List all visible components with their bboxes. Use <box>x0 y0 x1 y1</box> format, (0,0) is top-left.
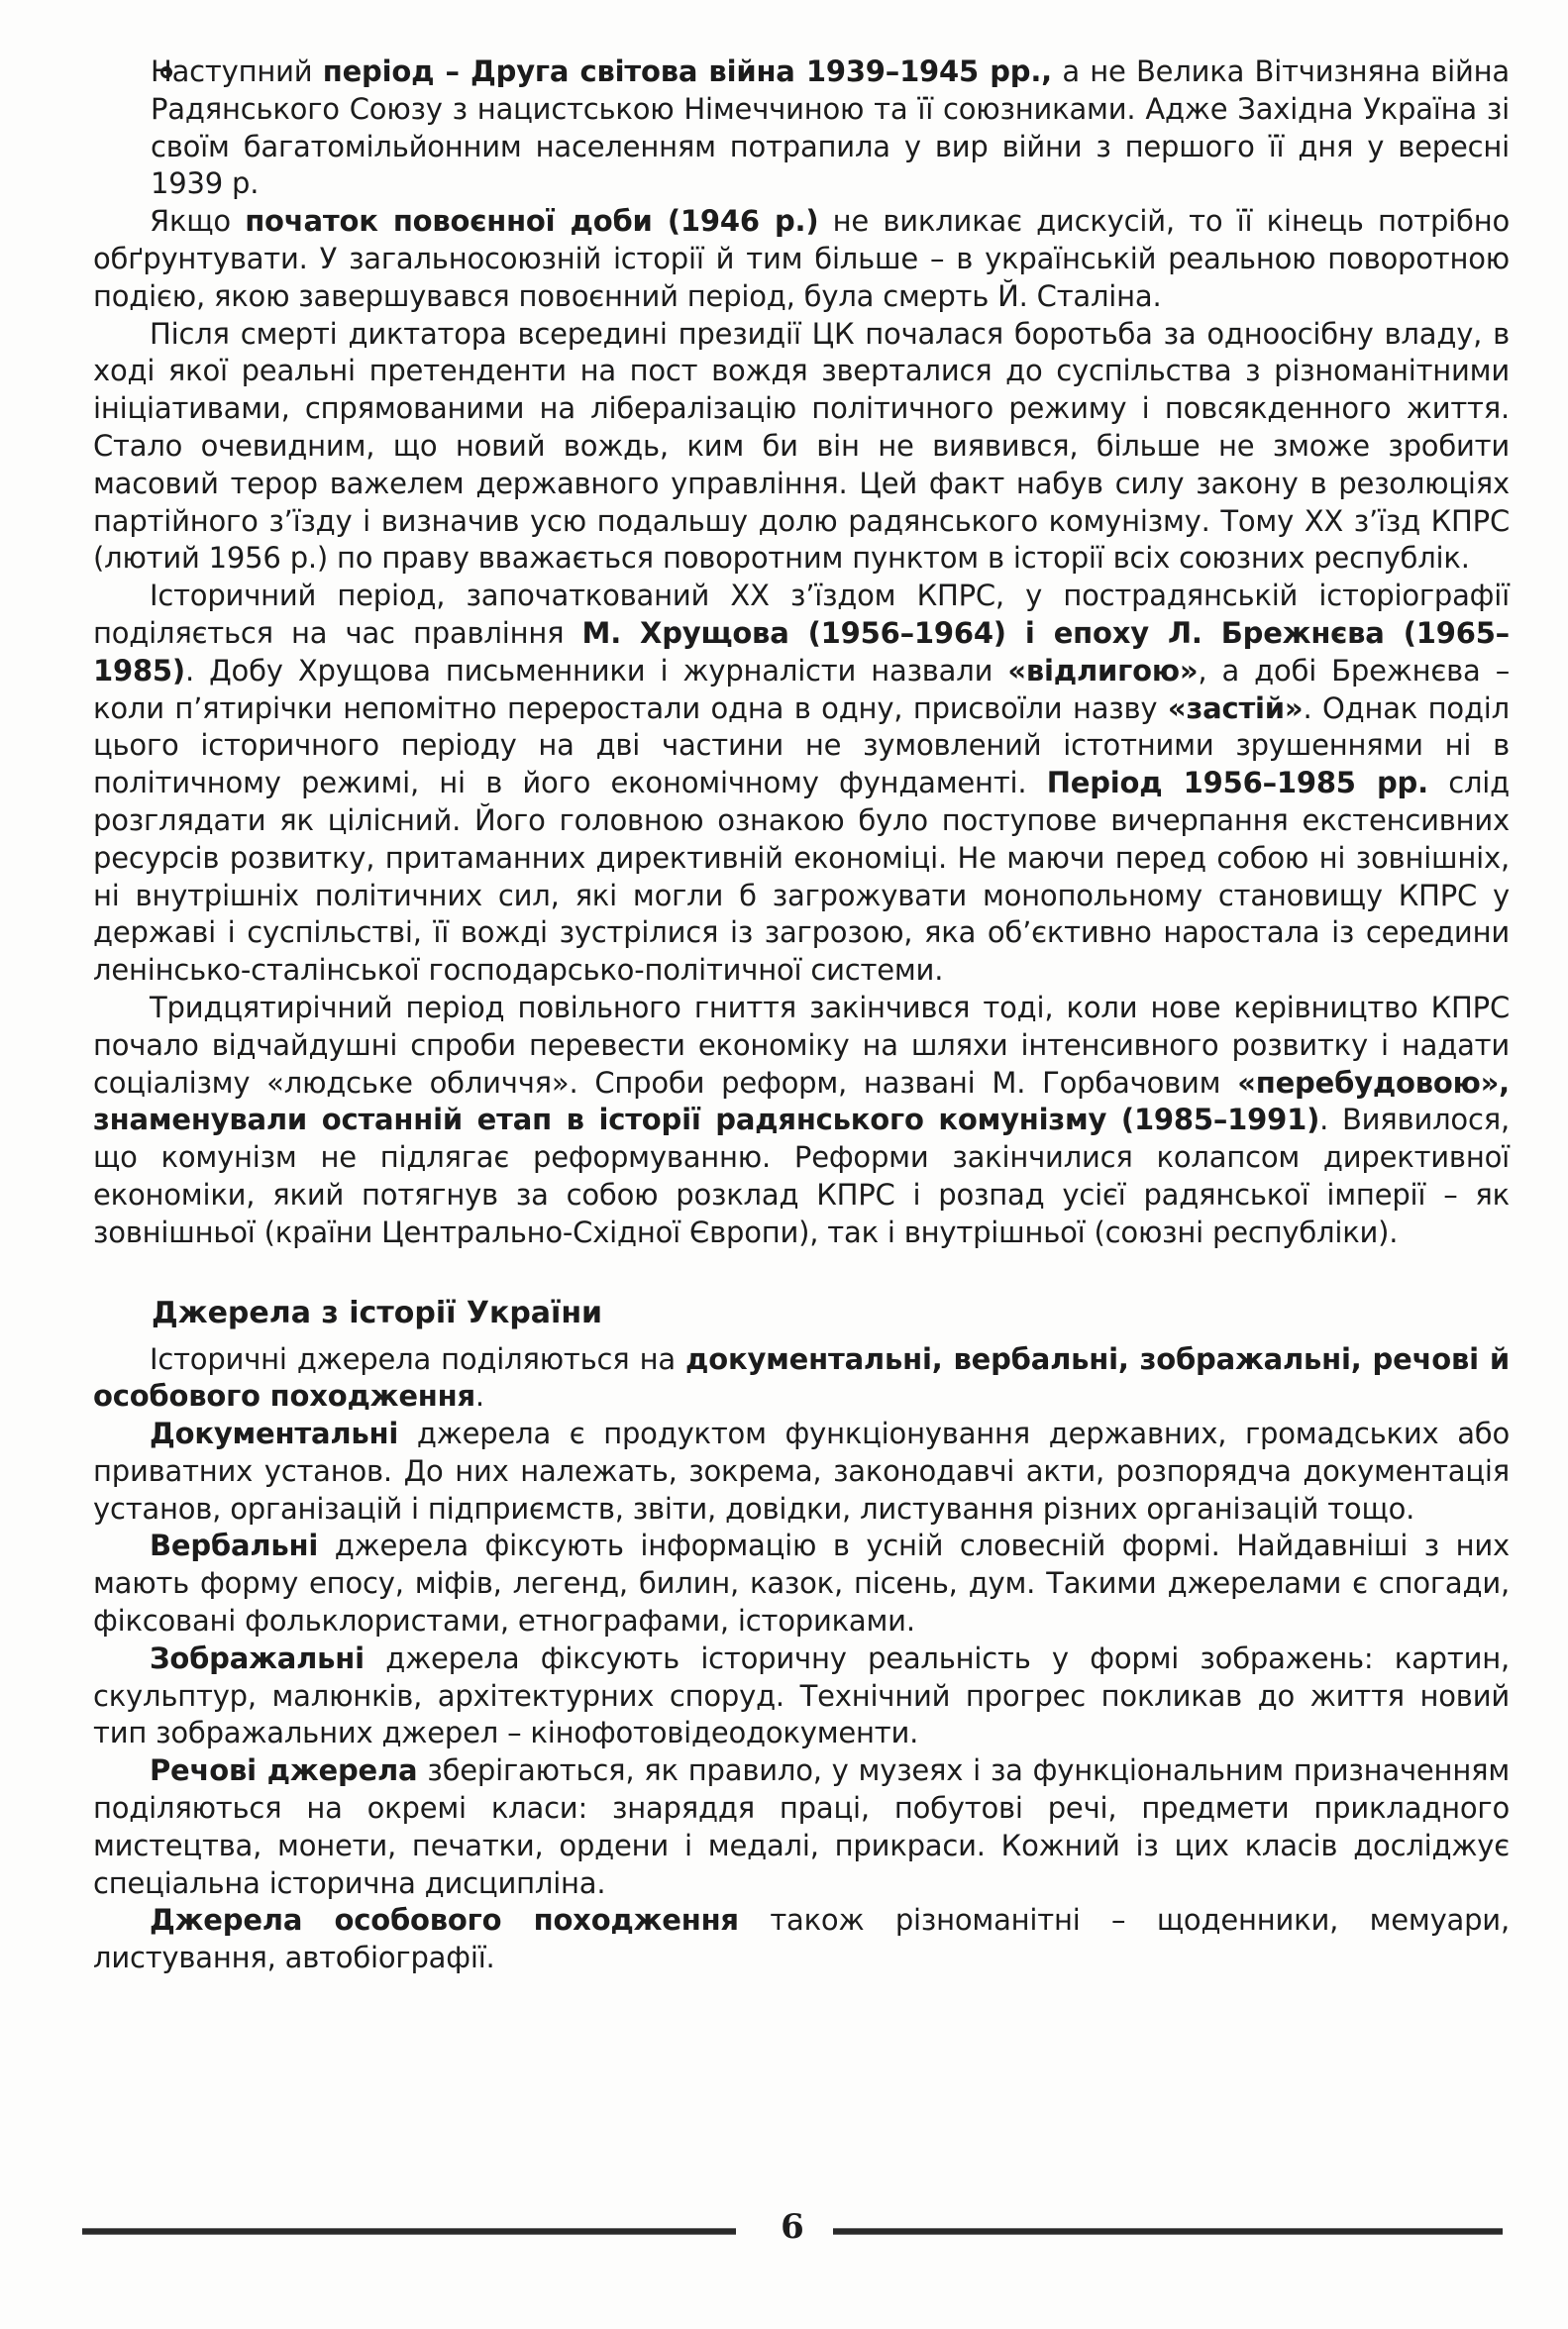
page-number: 6 <box>781 2207 804 2247</box>
bullet-icon <box>160 66 172 78</box>
text-run: джерела є продуктом функціонування державних, громадських або приватних установ. До них належать, зокрема, законодавчі акти, розпорядча документація установ, організацій і підприємств, звіти, довідки, листування різних організацій тощо. <box>93 1417 1510 1526</box>
text-run: не викликає дискусій, то її кінець потрібно обґрунтувати. У загальносоюзній історії й тим більше – в українській реальною поворотною подією, якою завершувався повоєнний період, була смерть Й. Сталіна. <box>93 204 1511 313</box>
paragraph-after-dictator <box>93 316 1510 579</box>
text-run: Наступний <box>151 54 323 88</box>
paragraph-source-types <box>93 1341 1510 1417</box>
bold-run: «відлигою» <box>1007 653 1199 688</box>
paragraph-documentary-sources <box>93 1416 1510 1528</box>
text-run: зберігаються, як правило, у музеях і за функціональним призначенням поділяються на окремі класи: знаряддя праці, побутові речі, предмети прикладного мистецтва, монети, печатки, ордени і медалі, прикраси. Кожний із цих класів досліджує спеціальна історична дисципліна. <box>93 1753 1510 1900</box>
text-run: а не Велика Вітчизняна війна Радянського Союзу з нацистською Німеччиною та її союзниками. Адже Західна Україна зі своїм багатомільйонним населенням потрапила у вир війни з першого її дня у вересні 1939 р. <box>151 54 1510 201</box>
bold-run: «застій» <box>1167 690 1304 725</box>
bold-run: початок повоєнної доби (1946 р.) <box>245 204 819 239</box>
page-footer <box>82 2195 1503 2255</box>
paragraph-verbal-sources <box>93 1528 1510 1640</box>
bold-run: документальні, вербальні, зображальні, речові й особового походження <box>93 1341 1510 1414</box>
text-run: , а добі Брежнєва – коли п’ятирічки непомітно переростали одна в одну, присвоїли назву <box>93 653 1510 725</box>
paragraph-khrushchev-brezhnev <box>93 578 1510 990</box>
bold-run: Речові джерела <box>150 1753 418 1788</box>
section-heading: Джерела з історії України <box>152 1295 603 1330</box>
text-run: . Добу Хрущова письменники і журналісти назвали <box>184 653 1008 688</box>
text-run: . Виявилося, що комунізм не підлягає реформуванню. Реформи закінчилися колапсом директивної економіки, який потягнув за собою розклад КПРС і розпад усієї радянської імперії – як зовнішньої (країни Центрально-Східної Європи), так і внутрішньої (союзні республіки). <box>93 1103 1510 1249</box>
bold-run: Документальні <box>150 1417 399 1451</box>
page-content <box>93 53 1510 1977</box>
text-run: . <box>474 1379 484 1414</box>
bold-run: «перебудовою», знаменували останній етап в історії радянського комунізму (1985–1991) <box>93 1065 1510 1137</box>
text-run: Історичний період, започаткований XX з’їздом КПРС, у пострадянській історіографії поділяється на час правління <box>93 579 1510 650</box>
text-run: . Однак поділ цього історичного періоду на дві частини не зумовлений істотними зрушеннями ні в політичному режимі, ні в його економічному фундаменті. <box>93 690 1510 800</box>
text-run: джерела фіксують історичну реальність у формі зображень: картин, скульптур, малюнків, архітектурних споруд. Технічний прогрес покликав до життя новий тип зображальних джерел – кінофотовідеодокументи. <box>93 1641 1510 1750</box>
bold-run: Джерела особового походження <box>150 1903 739 1938</box>
paragraph-material-sources <box>93 1752 1510 1902</box>
paragraph-postwar-start <box>93 203 1510 315</box>
bold-run: Зображальні <box>150 1641 365 1675</box>
footer-rule-left <box>82 2228 736 2235</box>
paragraph-perestroika <box>93 990 1510 1252</box>
text-run: Якщо <box>150 204 246 239</box>
bold-run: Вербальні <box>150 1529 319 1563</box>
bold-run: Період 1956–1985 рр. <box>1046 766 1428 800</box>
text-run: Тридцятирічний період повільного гниття закінчився тоді, коли нове керівництво КПРС почало відчайдушні спроби перевести економіку на шляхи інтенсивного розвитку і надати соціалізму «людське обличчя». Спроби реформ, названі М. Горбачовим <box>93 990 1510 1100</box>
bullet-paragraph-ww2 <box>93 53 1510 203</box>
bold-run: М. Хрущова (1956–1964) і епоху Л. Брежнєва (1965–1985) <box>93 615 1510 688</box>
text-run: також різноманітні – щоденники, мемуари, листування, автобіографії. <box>93 1903 1510 1975</box>
text-run: джерела фіксують інформацію в усній словесній формі. Найдавніші з них мають форму епосу, міфів, легенд, билин, казок, пісень, дум. Такими джерелами є спогади, фіксовані фольклористами, етнографами, істориками. <box>93 1529 1510 1639</box>
bold-run: період – Друга світова війна 1939–1945 рр., <box>322 54 1052 88</box>
text-run: Історичні джерела поділяються на <box>150 1341 686 1376</box>
paragraph-visual-sources <box>93 1641 1510 1752</box>
paragraph-personal-sources <box>93 1902 1510 1977</box>
text-run: Після смерті диктатора всередині президії ЦК почалася боротьба за одноосібну владу, в ході якої реальні претенденти на пост вождя зверталися до суспільства з різноманітними ініціативами, спрямованими на лібералізацію політичного режиму і повсякденного життя. Стало очевидним, що новий вождь, ким би він не виявився, більше не зможе зробити масовий терор важелем державного управління. Цей факт набув силу закону в резолюціях партійного з’їзду і визначив усю подальшу долю радянського комунізму. Тому XX з’їзд КПРС (лютий 1956 р.) по праву вважається поворотним пунктом в історії всіх союзних республік. <box>93 316 1510 576</box>
footer-rule-right <box>833 2228 1503 2235</box>
text-run: слід розглядати як цілісний. Його головною ознакою було поступове вичерпання екстенсивних ресурсів розвитку, притаманних директивній економіці. Не маючи перед собою ні зовнішніх, ні внутрішніх політичних сил, які могли б загрожувати монопольному становищу КПРС у державі і суспільстві, її вожді зустрілися із загрозою, яка об’єктивно наростала із середини ленінсько-сталінської господарсько-політичної системи. <box>93 766 1510 988</box>
